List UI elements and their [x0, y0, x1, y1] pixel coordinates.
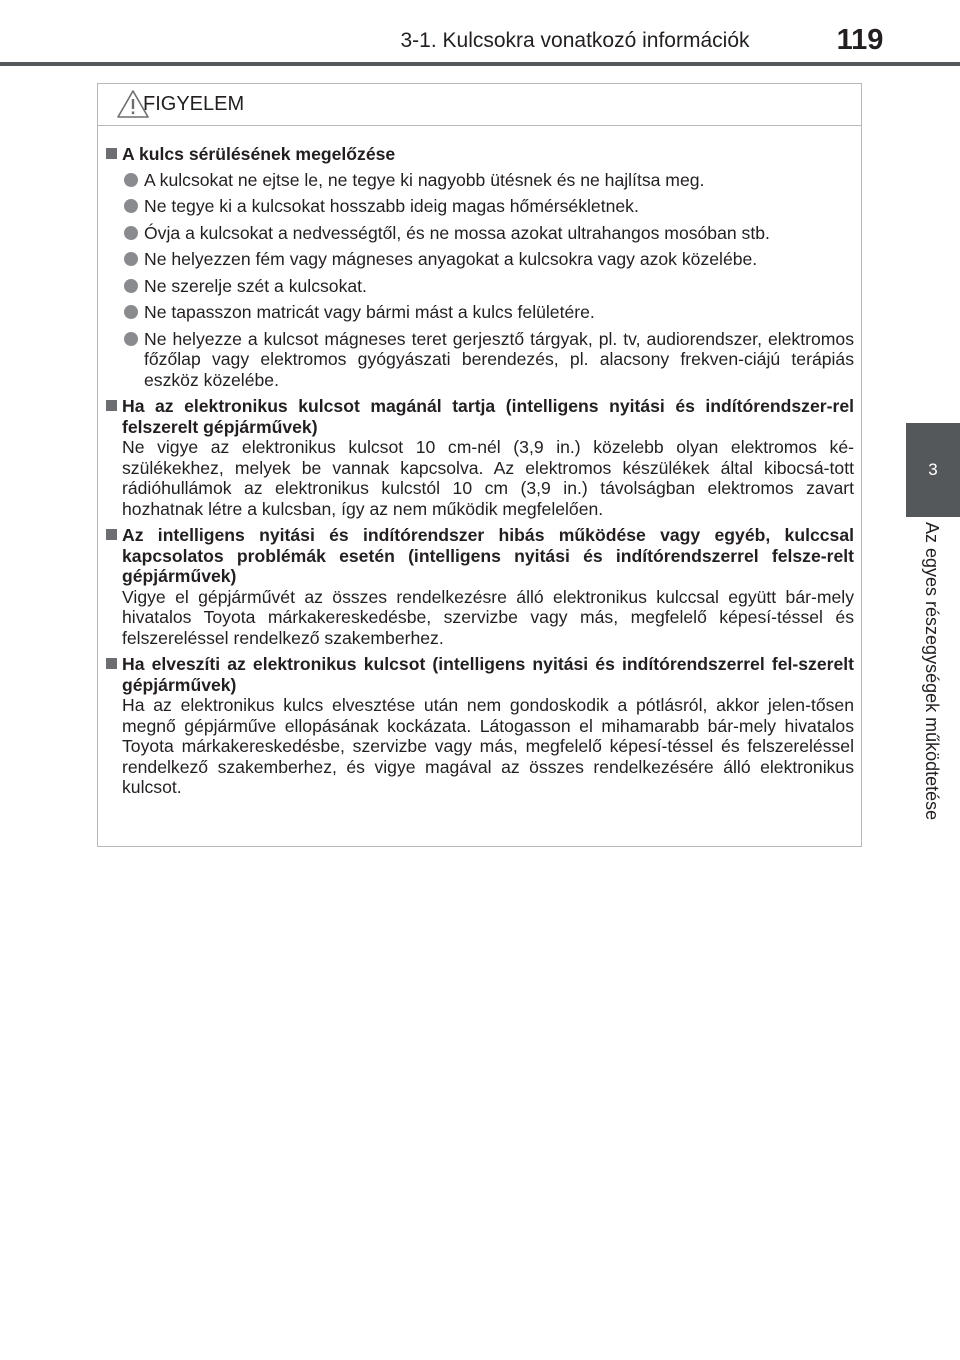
- list-item: [106, 276, 854, 297]
- list-item: [106, 249, 854, 270]
- list-item-text: Ne tapasszon matricát vagy bármi mást a kulcs felületére.: [144, 302, 595, 322]
- section-heading-text: A kulcs sérülésének megelőzése: [122, 144, 396, 164]
- list-item-text: Ne tegye ki a kulcsokat hosszabb ideig magas hőmérsékletnek.: [144, 196, 639, 216]
- section-heading: [106, 525, 854, 587]
- circle-bullet-icon: [124, 226, 138, 240]
- square-bullet-icon: [106, 148, 117, 159]
- list-item: [106, 329, 854, 391]
- circle-bullet-icon: [124, 199, 138, 213]
- section-heading-text: Az intelligens nyitási és indítórendszer hibás működése vagy egyéb, kulccsal kapcsolatos problémák esetén (intelligens nyitási és indítórendszerrel felsze-relt gépjárművek): [122, 525, 854, 586]
- section-paragraph: Vigye el gépjárművét az összes rendelkezésre álló elektronikus kulccsal együtt bár-mely hivatalos Toyota márkakereskedésbe, szervizbe vagy más, megfelelő képesí-téssel és felszereléssel rendelkező szakemberhez.: [122, 586, 854, 648]
- list-item-text: Óvja a kulcsokat a nedvességtől, és ne mossa azokat ultrahangos mosóban stb.: [144, 222, 770, 243]
- circle-bullet-icon: [124, 252, 138, 266]
- warning-header: [98, 84, 861, 126]
- list-item-text: Ne helyezzen fém vagy mágneses anyagokat a kulcsokra vagy azok közelébe.: [144, 249, 758, 269]
- section-heading: [106, 654, 854, 695]
- section-paragraph: Ha az elektronikus kulcs elvesztése után nem gondoskodik a pótlásról, akkor jelen-tősen megnő gépjárműve ellopásának kockázata. Látogasson el mihamarabb bár-mely hivatalos Toyota márkakereskedésbe, szervizbe vagy más, megfelelő képesí-téssel és felszereléssel rendelkező szakemberhez, és vigye magával az összes rendelkezésére álló elektronikus kulcsot.: [122, 695, 854, 797]
- list-item: [106, 302, 854, 323]
- warning-section: [106, 144, 854, 390]
- warning-label: FIGYELEM: [143, 93, 245, 115]
- list-item-text: Ne szerelje szét a kulcsokat.: [144, 275, 367, 296]
- warning-section: [106, 654, 854, 798]
- circle-bullet-icon: [124, 305, 138, 319]
- list-item: [106, 170, 854, 191]
- section-heading: [106, 144, 854, 165]
- section-heading-text: Ha elveszíti az elektronikus kulcsot (intelligens nyitási és indítórendszerrel fel-szerelt gépjárművek): [122, 654, 854, 695]
- list-item: [106, 223, 854, 244]
- section-heading-text: Ha az elektronikus kulcsot magánál tartja (intelligens nyitási és indítórendszer-rel felszerelt gépjárművek): [122, 396, 854, 437]
- circle-bullet-icon: [124, 332, 138, 346]
- square-bullet-icon: [106, 658, 117, 669]
- warning-section: [106, 525, 854, 648]
- chapter-title: Az egyes részegységek működtetése: [922, 522, 942, 821]
- section-heading: [106, 396, 854, 437]
- warning-section: [106, 396, 854, 519]
- running-header-title: 3-1. Kulcsokra vonatkozó információk: [400, 29, 750, 52]
- list-item-text: A kulcsokat ne ejtse le, ne tegye ki nagyobb ütésnek és ne hajlítsa meg.: [144, 169, 705, 190]
- page-number: 119: [836, 24, 884, 56]
- warning-body: [106, 144, 854, 804]
- header-rule: [0, 62, 960, 66]
- circle-bullet-icon: [124, 173, 138, 187]
- square-bullet-icon: [106, 529, 117, 540]
- list-item-text: Ne helyezze a kulcsot mágneses teret gerjesztő tárgyak, pl. tv, audiorendszer, elektromos főzőlap vagy elektromos gyógyászati berendezés, pl. alacsony frekven-ciájú terápiás eszköz közelébe.: [144, 328, 854, 390]
- warning-box: [97, 83, 862, 847]
- circle-bullet-icon: [124, 279, 138, 293]
- section-paragraph: Ne vigye az elektronikus kulcsot 10 cm-nél (3,9 in.) közelebb olyan elektromos ké-szülékekhez, melyek be vannak kapcsolva. Az elektromos készülékek által kibocsá-tott rádióhullámok az elektronikus kulcstól 10 cm (3,9 in.) távolságban elektromos zavart hozhatnak létre a kulcsban, így az nem működik megfelelően.: [122, 437, 854, 519]
- list-item: [106, 196, 854, 217]
- chapter-number: 3: [928, 460, 938, 479]
- chapter-tab: [906, 423, 960, 517]
- chapter-side-title: [906, 522, 960, 862]
- square-bullet-icon: [106, 400, 117, 411]
